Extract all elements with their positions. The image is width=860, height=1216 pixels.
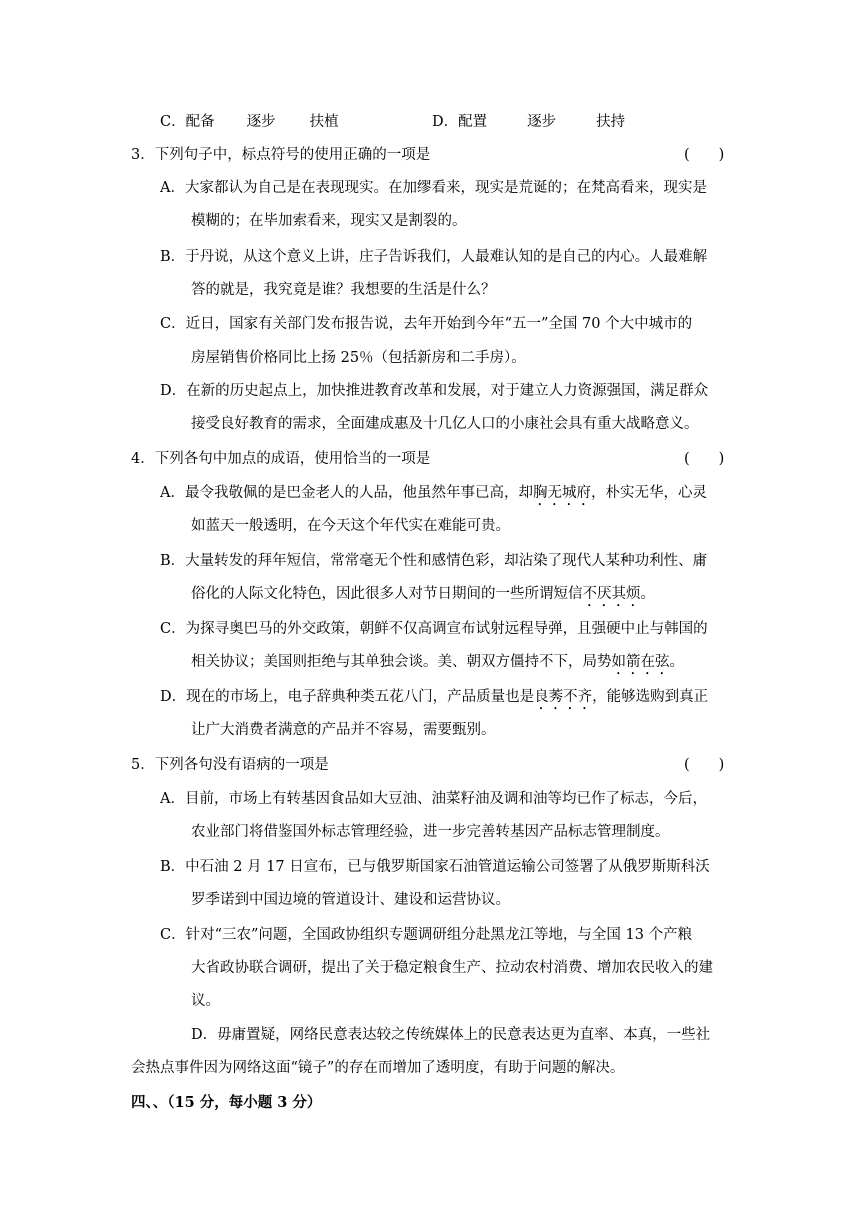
q4-option-d-line1 <box>160 687 708 713</box>
q2-option-d-label: D．配置 <box>432 114 488 130</box>
q4-option-b-pre: 俗化的人际文化特色，因此很多人对节日期间的一些所谓短信 <box>191 586 583 602</box>
q3-option-c-line2: 房屋销售价格同比上扬 25％（包括新房和二手房）。 <box>191 350 526 366</box>
q4-option-c-idiom: 如箭在弦 <box>611 654 670 670</box>
q4-option-d-line2: 让广大消费者满意的产品并不容易，需要甄别。 <box>191 722 496 738</box>
q2-option-c <box>160 112 339 132</box>
q4-option-c-pre: 相关协议；美国则拒绝与其单独会谈。美、朝双方僵持不下，局势 <box>191 654 612 670</box>
q5-option-d-line2: 会热点事件因为网络这面“镜子”的存在而增加了透明度，有助于问题的解决。 <box>131 1060 625 1076</box>
q5-option-c-line1: C．针对“三农”问题，全国政协组织专题调研组分赴黑龙江等地，与全国 13 个产粮 <box>160 927 693 943</box>
q4-option-d-idiom: 良莠不齐 <box>534 689 593 705</box>
q4-option-a-post: ，朴实无华，心灵 <box>590 485 707 501</box>
q5-option-a-line2: 农业部门将借鉴国外标志管理经验，进一步完善转基因产品标志管理制度。 <box>191 824 670 840</box>
q4-option-b-post: 。 <box>640 586 655 602</box>
q4-option-d-pre: D．现在的市场上，电子辞典种类五花八门，产品质量也是 <box>160 689 535 705</box>
q2-option-c-word3: 扶植 <box>309 114 339 130</box>
q5-stem: 5．下列各句没有语病的一项是 <box>131 757 329 773</box>
q4-option-c-line1: C．为探寻奥巴马的外交政策，朝鲜不仅高调宣布试射远程导弹，且强硬中止与韩国的 <box>160 621 708 637</box>
q4-option-a-line1 <box>160 483 707 509</box>
q4-option-c-post: 。 <box>669 654 684 670</box>
q5-option-b-line1: B．中石油 2 月 17 日宣布，已与俄罗斯国家石油管道运输公司签署了从俄罗斯斯科沃 <box>160 859 710 875</box>
q4-stem: 4．下列各句中加点的成语，使用恰当的一项是 <box>131 451 431 467</box>
q5-answer-paren: ( ) <box>684 757 725 773</box>
q5-option-c-line3: 议。 <box>191 993 220 1009</box>
q2-option-c-word2: 逐步 <box>246 114 276 130</box>
q3-option-c-line1: C．近日，国家有关部门发布报告说，去年开始到今年“五一”全国 70 个大中城市的 <box>160 316 693 332</box>
q3-option-d-line1: D．在新的历史起点上，加快推进教育改革和发展，对于建立人力资源强国，满足群众 <box>160 383 709 399</box>
q5-option-d-line1: D．毋庸置疑，网络民意表达较之传统媒体上的民意表达更为直率、本真，一些社 <box>191 1027 711 1043</box>
q3-stem: 3．下列句子中，标点符号的使用正确的一项是 <box>131 147 431 163</box>
q4-option-a-idiom: 胸无城府 <box>532 485 591 501</box>
q2-option-c-label: C．配备 <box>160 114 215 130</box>
q4-option-d-post: ，能够选购到真正 <box>592 689 709 705</box>
q5-option-c-line2: 大省政协联合调研，提出了关于稳定粮食生产、拉动农村消费、增加农民收入的建 <box>191 960 713 976</box>
q3-option-b-line1: B．于丹说，从这个意义上讲，庄子告诉我们，人最难认知的是自己的内心。人最难解 <box>160 249 708 265</box>
q3-answer-paren: ( ) <box>684 147 725 163</box>
q4-option-b-line2 <box>191 584 655 610</box>
q4-answer-paren: ( ) <box>684 451 725 467</box>
section-4-heading: 四、、（15 分，每小题 3 分） <box>131 1094 322 1111</box>
q3-option-a-line1: A．大家都认为自己是在表现现实。在加缪看来，现实是荒诞的；在梵高看来，现实是 <box>160 180 707 196</box>
q2-option-d <box>432 112 625 132</box>
q4-option-a-pre: A．最令我敬佩的是巴金老人的人品，他虽然年事已高，却 <box>160 485 533 501</box>
q2-option-d-word2: 逐步 <box>527 114 557 130</box>
q3-option-d-line2: 接受良好教育的需求，全面建成惠及十几亿人口的小康社会具有重大战略意义。 <box>191 416 699 432</box>
q4-option-b-line1: B．大量转发的拜年短信，常常毫无个性和感情色彩，却沾染了现代人某种功利性、庸 <box>160 553 708 569</box>
q4-option-c-line2 <box>191 652 684 678</box>
q2-option-d-word3: 扶持 <box>596 114 626 130</box>
q4-option-a-line2: 如蓝天一般透明，在今天这个年代实在难能可贵。 <box>191 518 510 534</box>
q5-option-b-line2: 罗季诺到中国边境的管道设计、建设和运营协议。 <box>191 892 510 908</box>
q3-option-b-line2: 答的就是，我究竟是谁？我想要的生活是什么？ <box>191 282 496 298</box>
q3-option-a-line2: 模糊的；在毕加索看来，现实又是割裂的。 <box>191 213 467 229</box>
q4-option-b-idiom: 不厌其烦 <box>582 586 641 602</box>
q5-option-a-line1: A．目前，市场上有转基因食品如大豆油、油菜籽油及调和油等均已作了标志，今后， <box>160 791 707 807</box>
